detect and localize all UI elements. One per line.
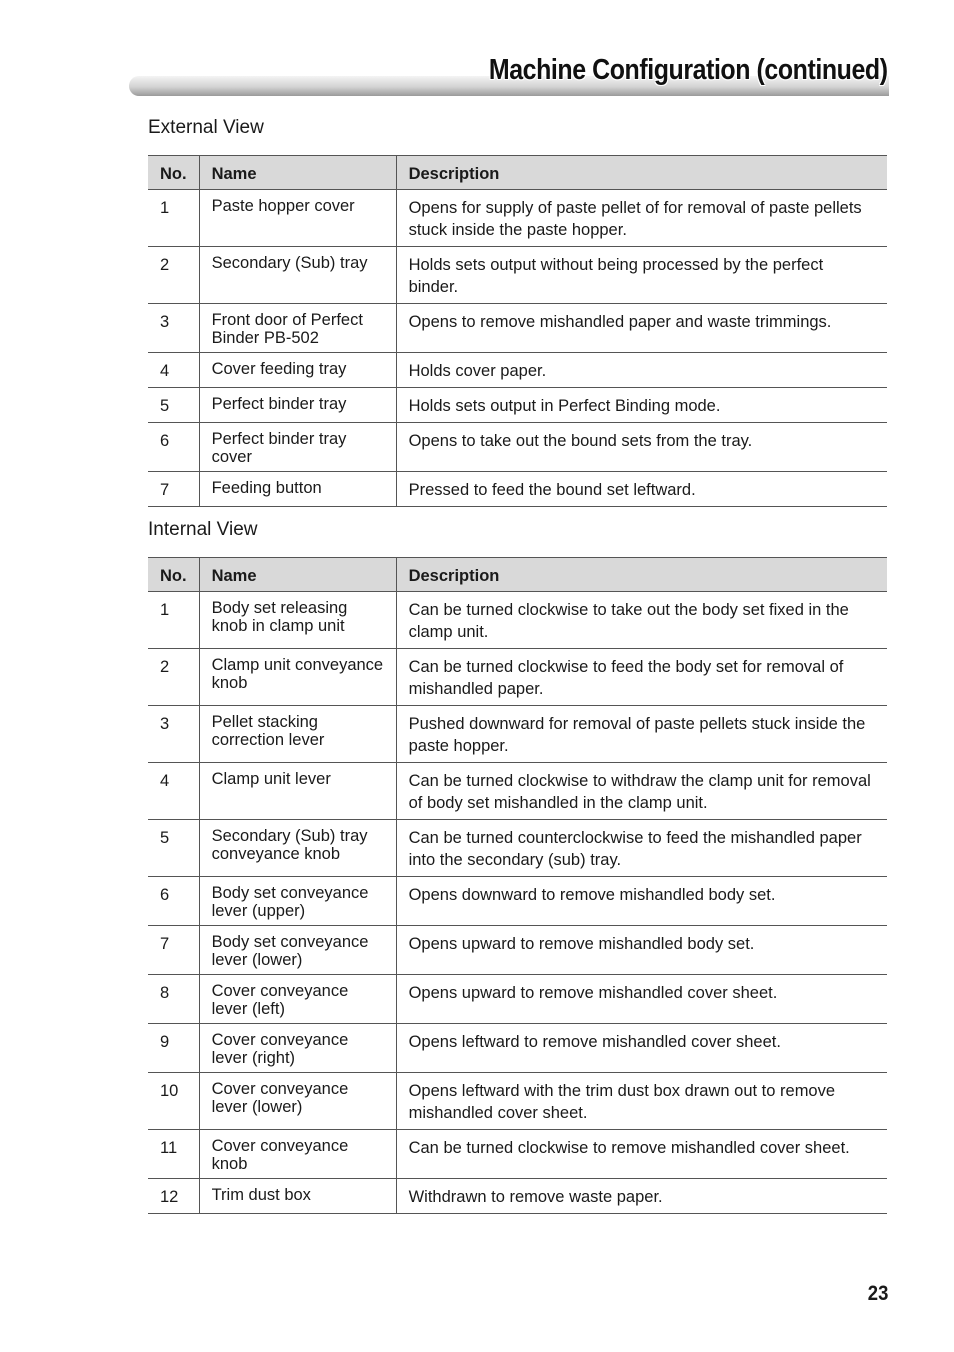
- row-name: Perfect binder tray: [199, 388, 396, 423]
- row-number: 6: [148, 877, 199, 926]
- row-number: 10: [148, 1073, 199, 1130]
- row-description: Pressed to feed the bound set leftward.: [396, 472, 887, 507]
- row-number: 6: [148, 423, 199, 472]
- row-number: 12: [148, 1179, 199, 1214]
- row-name: Cover conveyance lever (left): [199, 975, 396, 1024]
- page-title: Machine Configuration (continued): [489, 54, 888, 86]
- row-number: 11: [148, 1130, 199, 1179]
- table-row: [148, 1179, 887, 1214]
- row-number: 7: [148, 472, 199, 507]
- row-number: 9: [148, 1024, 199, 1073]
- internal-view-heading: Internal View: [148, 519, 258, 540]
- row-description: Can be turned counterclockwise to feed the mishandled paper into the secondary (sub) tray.: [396, 820, 887, 877]
- table-row: [148, 926, 887, 975]
- table-row: [148, 820, 887, 877]
- table-row: [148, 763, 887, 820]
- row-number: 4: [148, 763, 199, 820]
- row-number: 8: [148, 975, 199, 1024]
- internal-view-table: [148, 557, 887, 1214]
- row-description: Can be turned clockwise to take out the body set fixed in the clamp unit.: [396, 592, 887, 649]
- column-header-name: Name: [199, 558, 396, 592]
- table-row: [148, 1024, 887, 1073]
- row-name: Clamp unit conveyance knob: [199, 649, 396, 706]
- row-description: Can be turned clockwise to feed the body set for removal of mishandled paper.: [396, 649, 887, 706]
- row-description: Opens to remove mishandled paper and waste trimmings.: [396, 304, 887, 353]
- row-number: 3: [148, 706, 199, 763]
- table-row: [148, 975, 887, 1024]
- row-name: Secondary (Sub) tray: [199, 247, 396, 304]
- row-number: 7: [148, 926, 199, 975]
- row-description: Holds cover paper.: [396, 353, 887, 388]
- table-row: [148, 706, 887, 763]
- row-description: Opens downward to remove mishandled body set.: [396, 877, 887, 926]
- row-name: Pellet stacking correction lever: [199, 706, 396, 763]
- row-description: Holds sets output in Perfect Binding mode.: [396, 388, 887, 423]
- column-header-no: No.: [148, 558, 199, 592]
- row-description: Opens upward to remove mishandled cover sheet.: [396, 975, 887, 1024]
- row-number: 3: [148, 304, 199, 353]
- row-description: Opens to take out the bound sets from the tray.: [396, 423, 887, 472]
- row-number: 1: [148, 592, 199, 649]
- row-name: Trim dust box: [199, 1179, 396, 1214]
- row-description: Opens for supply of paste pellet of for removal of paste pellets stuck inside the paste hopper.: [396, 190, 887, 247]
- column-header-description: Description: [396, 558, 887, 592]
- row-number: 1: [148, 190, 199, 247]
- table-row: [148, 649, 887, 706]
- table-row: [148, 1130, 887, 1179]
- table-row: [148, 1073, 887, 1130]
- row-number: 4: [148, 353, 199, 388]
- row-number: 2: [148, 247, 199, 304]
- row-description: Can be turned clockwise to withdraw the clamp unit for removal of body set mishandled in the clamp unit.: [396, 763, 887, 820]
- column-header-no: No.: [148, 156, 199, 190]
- external-view-table: [148, 155, 887, 507]
- row-name: Perfect binder tray cover: [199, 423, 396, 472]
- row-name: Paste hopper cover: [199, 190, 396, 247]
- row-description: Opens upward to remove mishandled body set.: [396, 926, 887, 975]
- column-header-name: Name: [199, 156, 396, 190]
- page-number: 23: [867, 1282, 888, 1305]
- row-name: Secondary (Sub) tray conveyance knob: [199, 820, 396, 877]
- row-name: Cover conveyance lever (right): [199, 1024, 396, 1073]
- table-row: [148, 472, 887, 507]
- row-name: Cover conveyance knob: [199, 1130, 396, 1179]
- row-name: Cover conveyance lever (lower): [199, 1073, 396, 1130]
- row-name: Body set conveyance lever (upper): [199, 877, 396, 926]
- table-row: [148, 304, 887, 353]
- row-description: Withdrawn to remove waste paper.: [396, 1179, 887, 1214]
- table-header-row: [148, 156, 887, 190]
- table-row: [148, 877, 887, 926]
- table-row: [148, 247, 887, 304]
- row-name: Cover feeding tray: [199, 353, 396, 388]
- row-description: Can be turned clockwise to remove mishandled cover sheet.: [396, 1130, 887, 1179]
- row-number: 2: [148, 649, 199, 706]
- table-row: [148, 592, 887, 649]
- table-header-row: [148, 558, 887, 592]
- table-row: [148, 423, 887, 472]
- table-row: [148, 190, 887, 247]
- row-name: Body set releasing knob in clamp unit: [199, 592, 396, 649]
- row-description: Opens leftward to remove mishandled cover sheet.: [396, 1024, 887, 1073]
- column-header-description: Description: [396, 156, 887, 190]
- row-name: Body set conveyance lever (lower): [199, 926, 396, 975]
- external-view-heading: External View: [148, 117, 264, 138]
- row-description: Opens leftward with the trim dust box drawn out to remove mishandled cover sheet.: [396, 1073, 887, 1130]
- row-number: 5: [148, 388, 199, 423]
- table-row: [148, 388, 887, 423]
- row-name: Feeding button: [199, 472, 396, 507]
- row-name: Clamp unit lever: [199, 763, 396, 820]
- row-description: Holds sets output without being processed by the perfect binder.: [396, 247, 887, 304]
- row-name: Front door of Perfect Binder PB-502: [199, 304, 396, 353]
- table-row: [148, 353, 887, 388]
- row-description: Pushed downward for removal of paste pellets stuck inside the paste hopper.: [396, 706, 887, 763]
- row-number: 5: [148, 820, 199, 877]
